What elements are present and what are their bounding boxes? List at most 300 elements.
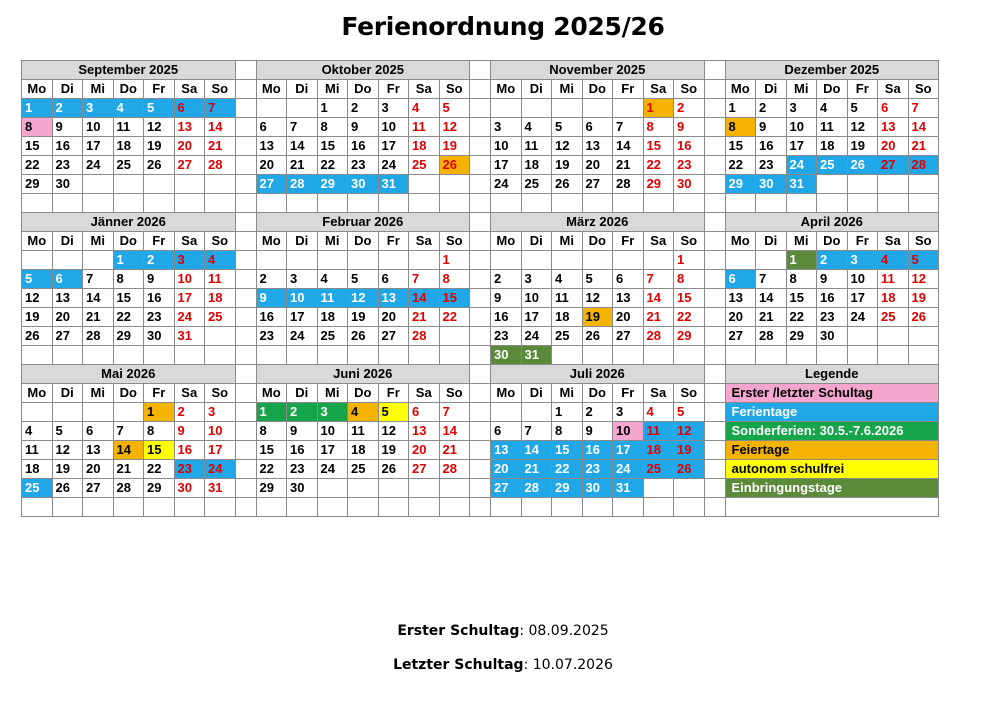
weekday-label: Mo [256,384,287,403]
day-cell-9: 9 [256,289,287,308]
day-cell [287,194,318,213]
day-cell-2: 2 [756,99,787,118]
day-cell-10: 10 [378,118,409,137]
day-cell-30: 30 [144,327,175,346]
day-cell [878,175,909,194]
day-cell-9: 9 [174,422,205,441]
column-gap [704,80,725,99]
day-cell-27: 27 [878,156,909,175]
day-cell-30: 30 [582,479,613,498]
day-cell [725,194,756,213]
weekday-label: Do [348,232,379,251]
day-cell [674,346,705,365]
day-cell [521,498,552,517]
day-cell [256,498,287,517]
day-cell-29: 29 [256,479,287,498]
column-gap [704,175,725,194]
day-cell [613,99,644,118]
day-cell-31: 31 [378,175,409,194]
day-cell [205,498,236,517]
day-cell-31: 31 [613,479,644,498]
column-gap [470,61,491,80]
day-cell-18: 18 [409,137,440,156]
day-cell-5: 5 [378,403,409,422]
day-cell [174,194,205,213]
column-gap [470,232,491,251]
day-cell-29: 29 [317,175,348,194]
day-cell-21: 21 [613,156,644,175]
day-cell-19: 19 [552,156,583,175]
day-cell-17: 17 [83,137,114,156]
weekday-label: So [674,232,705,251]
day-cell-25: 25 [643,460,674,479]
day-cell-13: 13 [378,289,409,308]
day-cell-5: 5 [22,270,53,289]
day-cell-30: 30 [491,346,522,365]
day-cell-12: 12 [144,118,175,137]
day-cell-23: 23 [817,308,848,327]
column-gap [704,403,725,422]
day-cell [144,175,175,194]
day-cell [144,194,175,213]
day-cell-9: 9 [491,289,522,308]
weekday-label: Di [521,384,552,403]
day-cell-18: 18 [348,441,379,460]
day-cell-16: 16 [756,137,787,156]
day-cell-3: 3 [491,118,522,137]
column-gap [470,289,491,308]
column-gap [235,498,256,517]
column-gap [704,346,725,365]
day-cell-4: 4 [317,270,348,289]
day-cell [287,498,318,517]
day-cell-16: 16 [287,441,318,460]
day-cell [908,327,939,346]
day-cell-20: 20 [725,308,756,327]
day-cell-19: 19 [22,308,53,327]
day-cell [174,498,205,517]
day-cell-27: 27 [83,479,114,498]
day-cell-12: 12 [348,289,379,308]
day-cell-23: 23 [491,327,522,346]
column-gap [704,308,725,327]
column-gap [470,270,491,289]
column-gap [235,99,256,118]
day-cell-7: 7 [409,270,440,289]
column-gap [704,270,725,289]
day-cell-25: 25 [317,327,348,346]
day-cell [287,346,318,365]
day-cell-30: 30 [287,479,318,498]
day-cell-28: 28 [83,327,114,346]
weekday-label: Mo [725,232,756,251]
day-cell-18: 18 [643,441,674,460]
day-cell-12: 12 [22,289,53,308]
day-cell-18: 18 [113,137,144,156]
day-cell [409,251,440,270]
day-cell-1: 1 [786,251,817,270]
column-gap [470,137,491,156]
day-cell-16: 16 [674,137,705,156]
day-cell [256,346,287,365]
column-gap [470,441,491,460]
weekday-label: Di [52,232,83,251]
column-gap [704,156,725,175]
day-cell-19: 19 [582,308,613,327]
weekday-label: Di [52,80,83,99]
column-gap [235,289,256,308]
column-gap [235,270,256,289]
day-cell-14: 14 [643,289,674,308]
day-cell-21: 21 [756,308,787,327]
day-cell-20: 20 [83,460,114,479]
day-cell-28: 28 [439,460,470,479]
day-cell-17: 17 [786,137,817,156]
weekday-label: Mi [552,384,583,403]
weekday-label: Fr [613,384,644,403]
month-header: Februar 2026 [256,213,470,232]
day-cell-11: 11 [409,118,440,137]
day-cell-4: 4 [521,118,552,137]
day-cell [521,194,552,213]
day-cell [878,194,909,213]
weekday-label: So [439,232,470,251]
column-gap [235,137,256,156]
last-school-day-value: : 10.07.2026 [523,657,613,673]
day-cell-1: 1 [22,99,53,118]
weekday-label: Do [348,80,379,99]
column-gap [704,365,725,384]
day-cell-17: 17 [491,156,522,175]
day-cell-29: 29 [144,479,175,498]
weekday-label: Sa [174,80,205,99]
day-cell-27: 27 [378,327,409,346]
day-cell-6: 6 [491,422,522,441]
day-cell-9: 9 [674,118,705,137]
day-cell-10: 10 [786,118,817,137]
day-cell-23: 23 [674,156,705,175]
day-cell-3: 3 [378,99,409,118]
day-cell-17: 17 [174,289,205,308]
weekday-label: So [908,80,939,99]
day-cell-11: 11 [205,270,236,289]
day-cell-21: 21 [643,308,674,327]
day-cell [847,175,878,194]
day-cell-15: 15 [113,289,144,308]
day-cell-26: 26 [348,327,379,346]
day-cell-5: 5 [674,403,705,422]
day-cell [756,251,787,270]
day-cell-25: 25 [205,308,236,327]
day-cell-2: 2 [256,270,287,289]
day-cell-12: 12 [378,422,409,441]
day-cell [786,346,817,365]
day-cell [908,194,939,213]
day-cell-2: 2 [144,251,175,270]
day-cell-17: 17 [613,441,644,460]
day-cell-19: 19 [908,289,939,308]
page-title: Ferienordnung 2025/26 [341,12,665,41]
day-cell [552,194,583,213]
legend-blank-row [725,498,939,517]
day-cell-2: 2 [287,403,318,422]
weekday-label: Sa [643,80,674,99]
day-cell-14: 14 [409,289,440,308]
day-cell-7: 7 [756,270,787,289]
day-cell-9: 9 [348,118,379,137]
month-header: Juni 2026 [256,365,470,384]
column-gap [235,384,256,403]
weekday-label: Mo [256,80,287,99]
day-cell-30: 30 [348,175,379,194]
day-cell [439,327,470,346]
weekday-label: Do [113,384,144,403]
day-cell [582,194,613,213]
day-cell-7: 7 [287,118,318,137]
weekday-label: Fr [378,384,409,403]
day-cell-10: 10 [317,422,348,441]
day-cell-29: 29 [643,175,674,194]
day-cell-14: 14 [113,441,144,460]
day-cell-12: 12 [552,137,583,156]
day-cell-27: 27 [52,327,83,346]
day-cell [348,498,379,517]
day-cell-18: 18 [317,308,348,327]
day-cell-13: 13 [878,118,909,137]
day-cell-21: 21 [521,460,552,479]
day-cell-1: 1 [256,403,287,422]
day-cell-18: 18 [878,289,909,308]
column-gap [470,498,491,517]
day-cell-14: 14 [287,137,318,156]
day-cell [83,346,114,365]
day-cell-8: 8 [725,118,756,137]
day-cell [144,346,175,365]
column-gap [704,441,725,460]
day-cell [83,194,114,213]
day-cell-3: 3 [205,403,236,422]
weekday-label: Di [287,232,318,251]
day-cell-3: 3 [613,403,644,422]
day-cell-29: 29 [674,327,705,346]
day-cell [378,194,409,213]
day-cell [756,346,787,365]
month-header: Mai 2026 [22,365,236,384]
day-cell-17: 17 [205,441,236,460]
day-cell [439,194,470,213]
day-cell-19: 19 [847,137,878,156]
day-cell-6: 6 [582,118,613,137]
day-cell [205,346,236,365]
weekday-label: Sa [878,80,909,99]
column-gap [470,460,491,479]
weekday-label: Mo [22,80,53,99]
day-cell-22: 22 [786,308,817,327]
weekday-label: Di [287,384,318,403]
day-cell-12: 12 [52,441,83,460]
day-cell-28: 28 [908,156,939,175]
day-cell-3: 3 [847,251,878,270]
legend-item: autonom schulfrei [725,460,939,479]
day-cell-14: 14 [521,441,552,460]
day-cell-26: 26 [22,327,53,346]
day-cell [348,479,379,498]
column-gap [470,422,491,441]
day-cell [552,346,583,365]
day-cell-5: 5 [52,422,83,441]
day-cell-4: 4 [409,99,440,118]
column-gap [704,289,725,308]
day-cell-4: 4 [878,251,909,270]
legend-item: Einbringungstage [725,479,939,498]
weekday-label: Do [348,384,379,403]
weekday-label: Sa [409,384,440,403]
day-cell-8: 8 [552,422,583,441]
day-cell [491,99,522,118]
day-cell-18: 18 [817,137,848,156]
day-cell-26: 26 [552,175,583,194]
day-cell-27: 27 [613,327,644,346]
day-cell-4: 4 [552,270,583,289]
weekday-label: Mo [491,232,522,251]
day-cell [317,251,348,270]
day-cell-1: 1 [552,403,583,422]
day-cell-26: 26 [847,156,878,175]
day-cell-14: 14 [908,118,939,137]
day-cell-11: 11 [317,289,348,308]
day-cell-9: 9 [817,270,848,289]
day-cell-15: 15 [22,137,53,156]
weekday-label: Sa [643,232,674,251]
day-cell-14: 14 [83,289,114,308]
day-cell-22: 22 [643,156,674,175]
column-gap [235,80,256,99]
day-cell-22: 22 [317,156,348,175]
day-cell-25: 25 [552,327,583,346]
day-cell-11: 11 [113,118,144,137]
day-cell-1: 1 [317,99,348,118]
day-cell [378,498,409,517]
column-gap [704,137,725,156]
day-cell-13: 13 [725,289,756,308]
day-cell-23: 23 [348,156,379,175]
day-cell-17: 17 [521,308,552,327]
weekday-label: Di [287,80,318,99]
day-cell-3: 3 [317,403,348,422]
day-cell-11: 11 [878,270,909,289]
day-cell [348,346,379,365]
day-cell-24: 24 [521,327,552,346]
day-cell-27: 27 [174,156,205,175]
first-school-day [0,623,1006,639]
day-cell-20: 20 [491,460,522,479]
column-gap [235,365,256,384]
day-cell-27: 27 [256,175,287,194]
day-cell [521,403,552,422]
legend-item: Erster /letzter Schultag [725,384,939,403]
column-gap [704,479,725,498]
weekday-label: Mi [552,80,583,99]
day-cell-28: 28 [643,327,674,346]
day-cell [491,403,522,422]
day-cell-5: 5 [144,99,175,118]
day-cell [908,175,939,194]
day-cell [582,99,613,118]
day-cell-20: 20 [613,308,644,327]
day-cell-5: 5 [582,270,613,289]
weekday-label: Sa [409,232,440,251]
day-cell [378,346,409,365]
day-cell-19: 19 [439,137,470,156]
day-cell [317,346,348,365]
calendar-table [21,60,960,517]
weekday-label: So [674,80,705,99]
weekday-label: Mi [317,232,348,251]
day-cell-15: 15 [786,289,817,308]
weekday-label: Mi [317,384,348,403]
first-school-day-label: Erster Schultag [397,623,520,639]
day-cell [643,479,674,498]
day-cell [317,498,348,517]
day-cell [613,346,644,365]
column-gap [470,80,491,99]
day-cell-8: 8 [317,118,348,137]
column-gap [235,460,256,479]
day-cell [287,99,318,118]
day-cell-6: 6 [174,99,205,118]
day-cell [22,403,53,422]
day-cell [643,251,674,270]
day-cell-23: 23 [52,156,83,175]
day-cell-15: 15 [725,137,756,156]
day-cell-21: 21 [287,156,318,175]
column-gap [235,118,256,137]
day-cell [317,194,348,213]
day-cell-27: 27 [491,479,522,498]
day-cell-5: 5 [847,99,878,118]
day-cell-24: 24 [613,460,644,479]
day-cell-5: 5 [348,270,379,289]
day-cell-15: 15 [317,137,348,156]
day-cell-30: 30 [174,479,205,498]
day-cell-21: 21 [439,441,470,460]
weekday-label: Fr [378,80,409,99]
column-gap [704,194,725,213]
weekday-label: Do [582,232,613,251]
day-cell-5: 5 [552,118,583,137]
weekday-label: Mo [256,232,287,251]
legend-item: Feiertage [725,441,939,460]
day-cell-21: 21 [908,137,939,156]
day-cell-22: 22 [256,460,287,479]
column-gap [470,308,491,327]
day-cell-10: 10 [83,118,114,137]
day-cell-17: 17 [317,441,348,460]
day-cell [52,403,83,422]
day-cell-23: 23 [582,460,613,479]
day-cell-8: 8 [22,118,53,137]
day-cell [643,194,674,213]
day-cell-10: 10 [205,422,236,441]
weekday-label: Mi [317,80,348,99]
day-cell-27: 27 [582,175,613,194]
day-cell [52,498,83,517]
day-cell-1: 1 [113,251,144,270]
day-cell [205,175,236,194]
day-cell-3: 3 [174,251,205,270]
legend-item: Ferientage [725,403,939,422]
day-cell-8: 8 [674,270,705,289]
